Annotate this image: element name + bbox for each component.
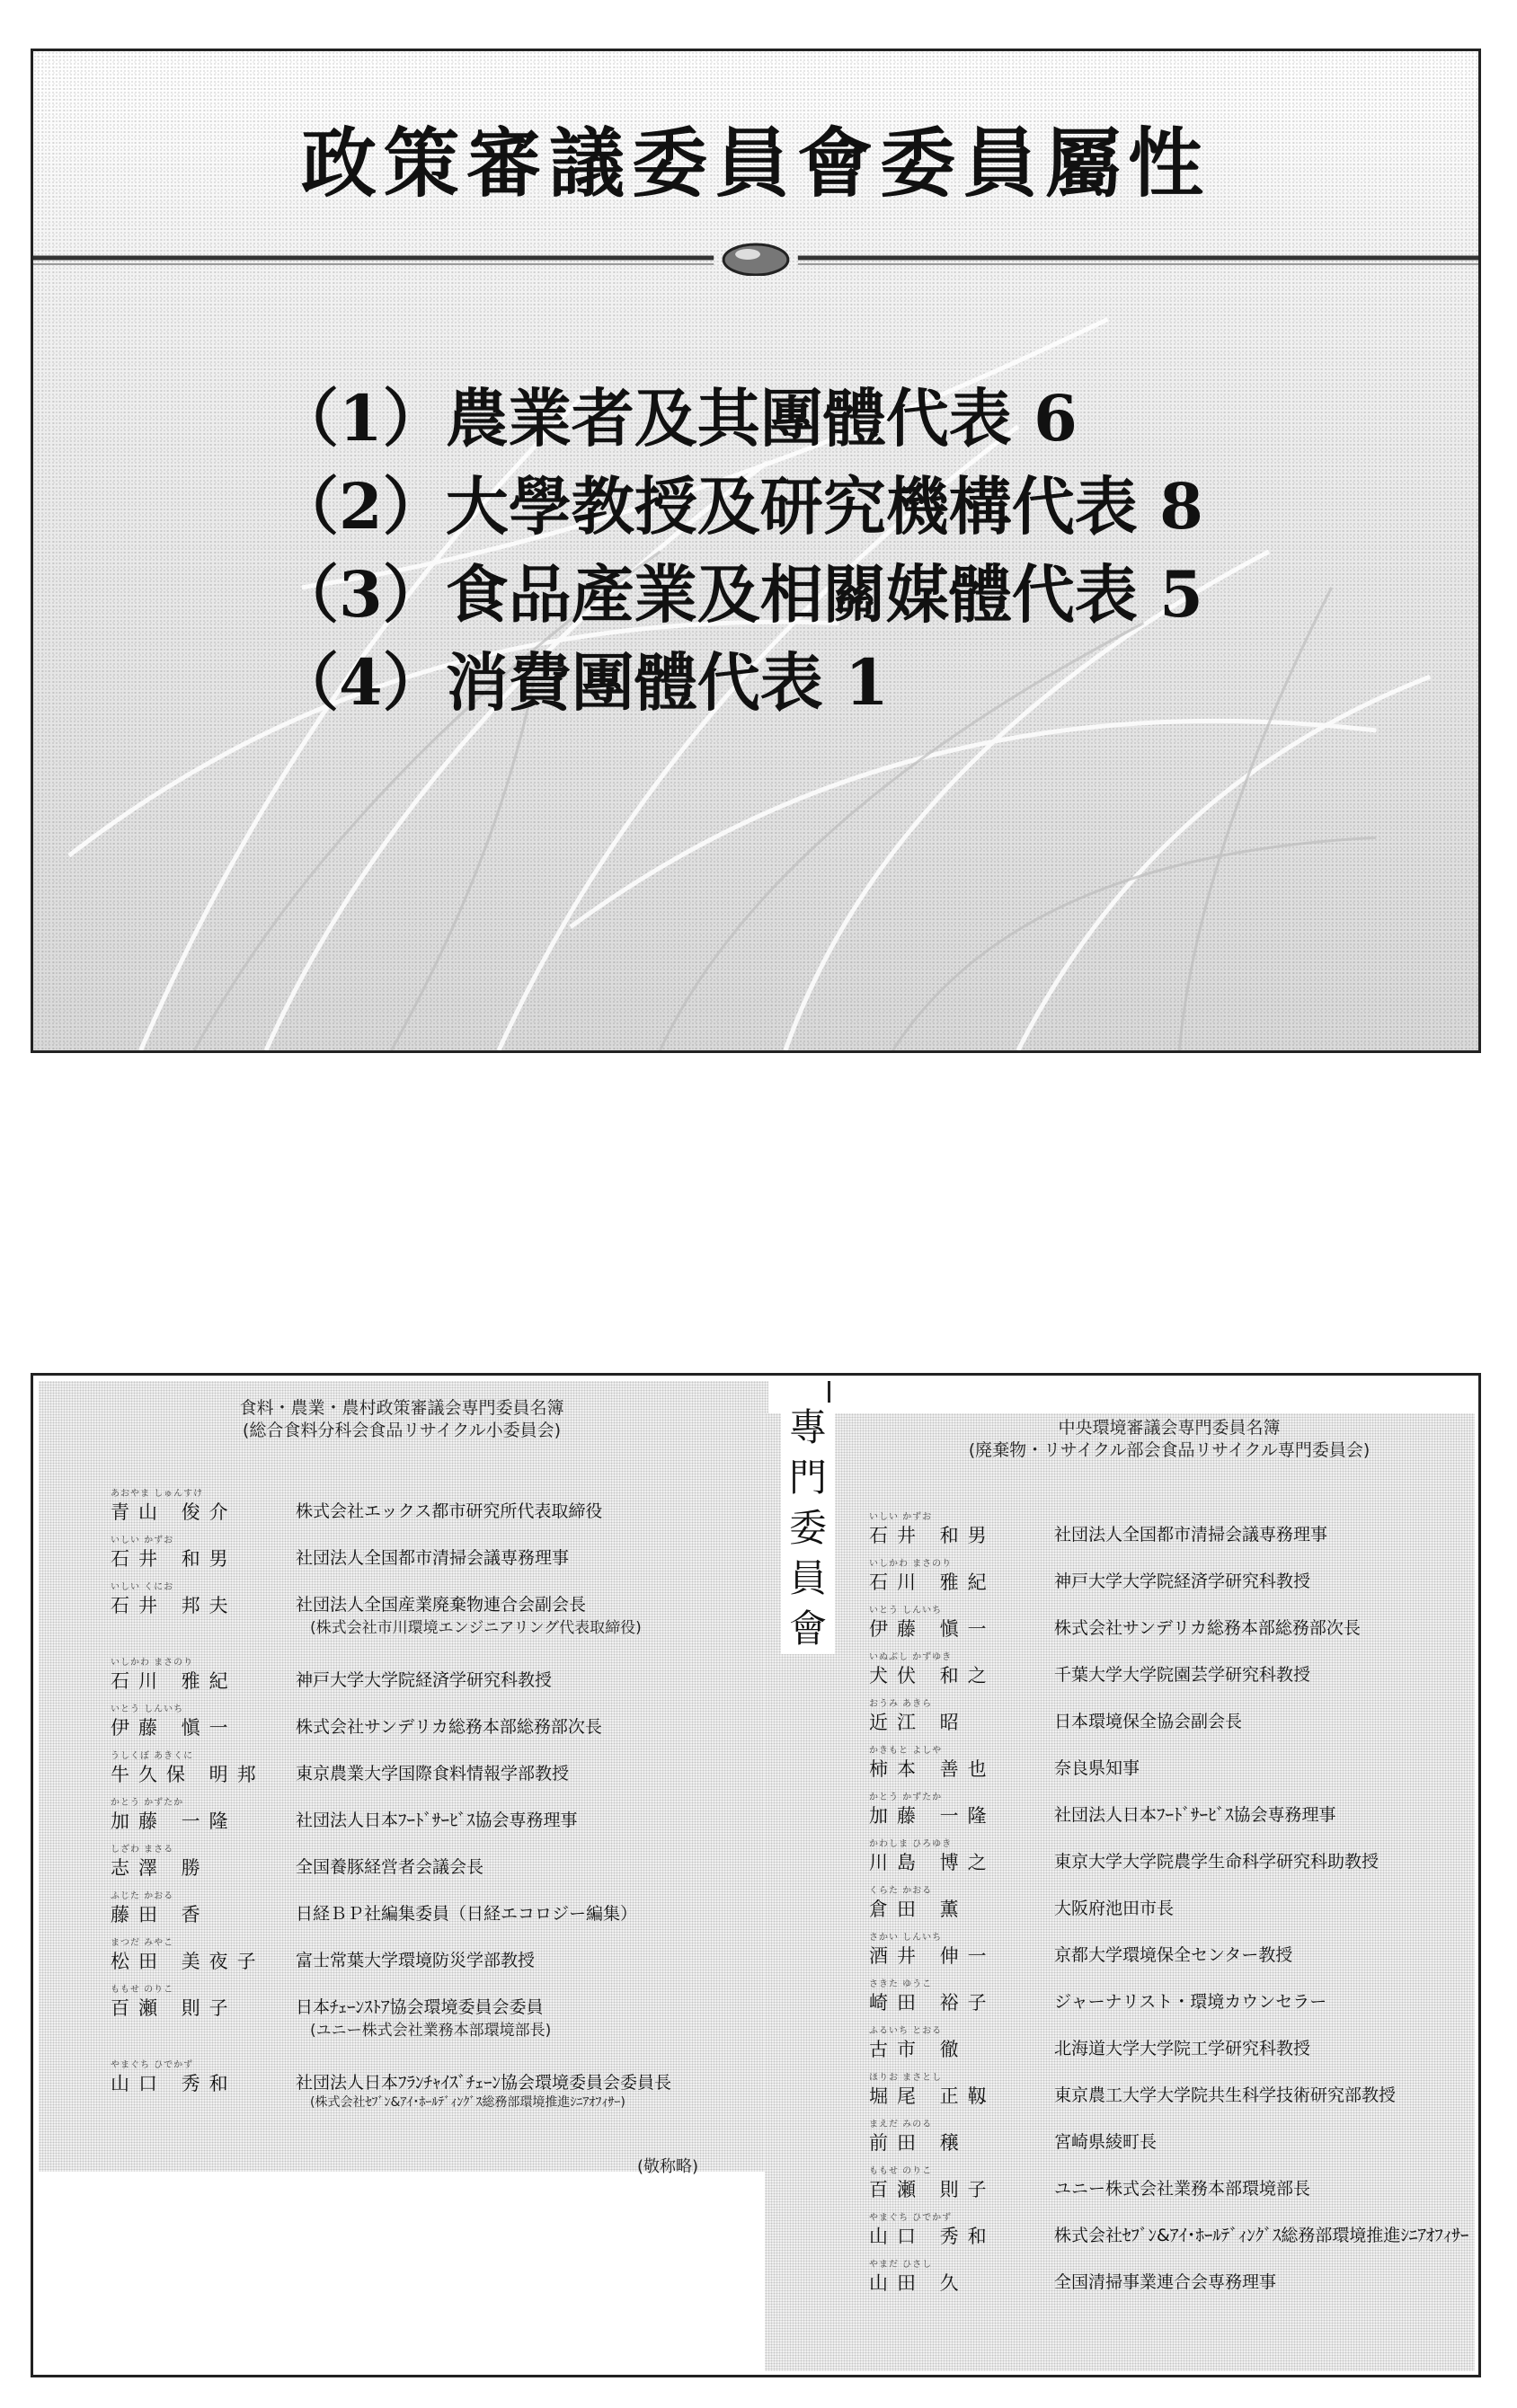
member-affiliation: 宮崎県綾町長 <box>1054 2132 1158 2152</box>
member-furigana: いとう しんいち <box>111 1704 184 1714</box>
member-name: 前田 穣 <box>869 2132 968 2154</box>
member-furigana: いしかわ まさのり <box>111 1658 194 1668</box>
title-divider <box>33 240 1478 276</box>
member-furigana: いしい くにお <box>111 1582 174 1592</box>
member-furigana: かとう かずたか <box>869 1793 943 1802</box>
member-name: 山口 秀和 <box>869 2226 996 2247</box>
member-furigana: かわしま ひろゆき <box>869 1839 953 1849</box>
member-furigana: いとう しんいち <box>869 1606 943 1616</box>
vertical-title-char: 門 <box>788 1456 827 1500</box>
member-furigana: ふるいち とおる <box>869 2026 943 2036</box>
member-furigana: やまぐち ひでかず <box>111 2060 194 2070</box>
member-name: 崎田 裕子 <box>869 1992 996 2014</box>
right-heading-line1: 中央環境審議会専門委員名簿 <box>1058 1418 1281 1438</box>
member-affiliation: 日経ＢＰ社編集委員（日経エコロジー編集） <box>296 1904 638 1924</box>
member-name: 伊藤 愼一 <box>111 1717 237 1739</box>
attribute-item: （1）農業者及其團體代表 6 <box>276 381 1078 456</box>
member-furigana: やまぐち ひでかず <box>869 2213 953 2223</box>
slide-title: 政策審議委員會委員屬性 <box>300 119 1211 208</box>
member-affiliation: 東京大学大学院農学生命科学研究科助教授 <box>1054 1852 1379 1872</box>
left-heading-line1: 食料・農業・農村政策審議会専門委員名簿 <box>239 1398 564 1418</box>
member-affiliation-note: (株式会社ｾﾌﾞﾝ&ｱｲ･ﾎｰﾙﾃﾞｨﾝｸﾞｽ総務部環境推進ｼﾆｱｵﾌｨｻｰ) <box>310 2095 625 2110</box>
member-name: 青山 俊介 <box>111 1501 237 1523</box>
member-affiliation: 神戸大学大学院経済学研究科教授 <box>1054 1571 1311 1591</box>
member-furigana: いしい かずお <box>869 1512 933 1522</box>
member-affiliation: 千葉大学大学院園芸学研究科教授 <box>1054 1665 1311 1685</box>
member-furigana: まえだ みのる <box>869 2120 933 2129</box>
member-affiliation: 株式会社サンデリカ総務本部総務部次長 <box>296 1717 602 1737</box>
member-furigana: まつだ みやこ <box>111 1938 174 1948</box>
member-affiliation: 社団法人日本ﾌﾗﾝﾁｬｲｽﾞﾁｪｰﾝ協会環境委員会委員長 <box>296 2073 672 2093</box>
vertical-title-char: 會 <box>788 1607 827 1651</box>
member-affiliation: 東京農工大学大学院共生科学技術研究部教授 <box>1054 2085 1397 2105</box>
member-affiliation: 株式会社エックス都市研究所代表取締役 <box>296 1501 603 1521</box>
member-name: 古市 徹 <box>869 2039 968 2060</box>
left-heading-line2: (総合食料分科会食品リサイクル小委員会) <box>242 1421 562 1440</box>
member-furigana: おうみ あきら <box>869 1699 933 1709</box>
attribute-list <box>276 375 1203 727</box>
vertical-title-char: 員 <box>788 1556 827 1600</box>
member-furigana: ほりお まさとし <box>869 2073 943 2083</box>
member-affiliation: 京都大学環境保全センター教授 <box>1054 1945 1293 1965</box>
member-name: 加藤 一隆 <box>869 1805 996 1827</box>
member-affiliation-note: (ユニー株式会社業務本部環境部長) <box>310 2022 552 2040</box>
left-panel-heading <box>168 1397 635 1442</box>
member-name: 藤田 香 <box>111 1904 209 1926</box>
member-name: 石井 和男 <box>111 1548 237 1570</box>
attribute-item: （3）食品產業及相關媒體代表 5 <box>276 557 1203 632</box>
member-furigana: いしかわ まさのり <box>869 1559 953 1569</box>
member-furigana: くらた かおる <box>869 1886 933 1896</box>
member-name: 松田 美夜子 <box>111 1951 265 1972</box>
member-furigana: ふじた かおる <box>111 1891 174 1901</box>
member-affiliation: 日本環境保全協会副会長 <box>1054 1712 1243 1731</box>
member-affiliation-note: (株式会社市川環境エンジニアリング代表取締役) <box>310 1619 642 1637</box>
member-furigana: あおやま しゅんすけ <box>111 1489 204 1499</box>
member-name: 加藤 一隆 <box>111 1810 237 1832</box>
member-name: 堀尾 正靱 <box>869 2085 996 2107</box>
member-affiliation: 東京農業大学国際食料情報学部教授 <box>296 1764 570 1784</box>
attribute-item: （2）大學教授及研究機構代表 8 <box>276 469 1203 544</box>
member-furigana: さかい しんいち <box>869 1933 943 1943</box>
member-furigana: うしくぼ あきくに <box>111 1751 194 1761</box>
member-name: 倉田 薫 <box>869 1899 968 1920</box>
attribute-item: （4）消費團體代表 1 <box>276 645 889 720</box>
member-furigana: いしい かずお <box>111 1536 174 1545</box>
member-name: 石川 雅紀 <box>869 1571 996 1593</box>
member-furigana: かきもと よしや <box>869 1746 943 1756</box>
vertical-title-char: 專 <box>788 1405 827 1449</box>
member-affiliation: 社団法人全国都市清掃会議専務理事 <box>296 1548 570 1568</box>
honorifics-omitted-note: (敬称略) <box>637 2157 699 2176</box>
member-name: 酒井 伸一 <box>869 1945 996 1967</box>
right-panel-heading <box>918 1417 1421 1462</box>
member-furigana: ももせ のりこ <box>869 2166 933 2176</box>
member-name: 川島 博之 <box>869 1852 996 1873</box>
member-name: 犬伏 和之 <box>869 1665 996 1686</box>
member-name: 伊藤 愼一 <box>869 1618 996 1640</box>
member-name: 百瀬 則子 <box>111 1997 237 2019</box>
member-affiliation: 大阪府池田市長 <box>1054 1899 1175 1918</box>
member-affiliation: 全国養豚経営者会議会長 <box>296 1857 484 1877</box>
member-affiliation: 奈良県知事 <box>1054 1758 1140 1778</box>
member-furigana: いぬぶし かずゆき <box>869 1652 953 1662</box>
slide-committee-attributes <box>31 49 1481 1053</box>
member-name: 牛久保 明邦 <box>111 1764 265 1785</box>
member-affiliation: ユニー株式会社業務本部環境部長 <box>1054 2179 1311 2199</box>
member-name: 石井 邦夫 <box>111 1595 237 1616</box>
member-name: 志澤 勝 <box>111 1857 209 1879</box>
member-furigana: かとう かずたか <box>111 1798 184 1808</box>
member-name: 山口 秀和 <box>111 2073 237 2094</box>
slide-expert-committee <box>31 1373 1481 2377</box>
member-name: 石井 和男 <box>869 1525 996 1546</box>
member-name: 石川 雅紀 <box>111 1670 237 1692</box>
member-name: 百瀬 則子 <box>869 2179 996 2200</box>
right-heading-line2: (廃棄物・リサイクル部会食品リサイクル専門委員会) <box>968 1440 1371 1460</box>
member-affiliation: ジャーナリスト・環境カウンセラー <box>1054 1992 1327 2012</box>
member-affiliation: 社団法人日本ﾌｰﾄﾞｻｰﾋﾞｽ協会専務理事 <box>296 1810 578 1830</box>
member-affiliation: 社団法人日本ﾌｰﾄﾞｻｰﾋﾞｽ協会専務理事 <box>1054 1805 1336 1825</box>
member-affiliation: 株式会社サンデリカ総務本部総務部次長 <box>1054 1618 1361 1638</box>
member-affiliation: 富士常葉大学環境防災学部教授 <box>296 1951 536 1970</box>
member-affiliation: 全国清掃事業連合会専務理事 <box>1054 2272 1277 2292</box>
member-name: 近江 昭 <box>869 1712 968 1733</box>
vertical-title-char: 委 <box>788 1506 827 1550</box>
member-affiliation: 日本ﾁｪｰﾝｽﾄｱ協会環境委員会委員 <box>296 1997 544 2017</box>
member-furigana: しざわ まさる <box>111 1845 174 1855</box>
member-name: 柿本 善也 <box>869 1758 996 1780</box>
member-name: 山田 久 <box>869 2272 968 2294</box>
vertical-title <box>781 1403 835 1654</box>
member-affiliation: 北海道大学大学院工学研究科教授 <box>1054 2039 1311 2058</box>
member-affiliation: 株式会社ｾﾌﾞﾝ&ｱｲ･ﾎｰﾙﾃﾞｨﾝｸﾞｽ総務部環境推進ｼﾆｱｵﾌｨｻｰ <box>1054 2226 1469 2245</box>
member-furigana: ももせ のりこ <box>111 1985 174 1995</box>
member-furigana: さきた ゆうこ <box>869 1979 933 1989</box>
member-affiliation: 神戸大学大学院経済学研究科教授 <box>296 1670 553 1690</box>
member-furigana: やまだ ひさし <box>869 2260 933 2270</box>
member-affiliation: 社団法人全国都市清掃会議専務理事 <box>1054 1525 1328 1545</box>
member-affiliation: 社団法人全国産業廃棄物連合会副会長 <box>296 1595 587 1615</box>
